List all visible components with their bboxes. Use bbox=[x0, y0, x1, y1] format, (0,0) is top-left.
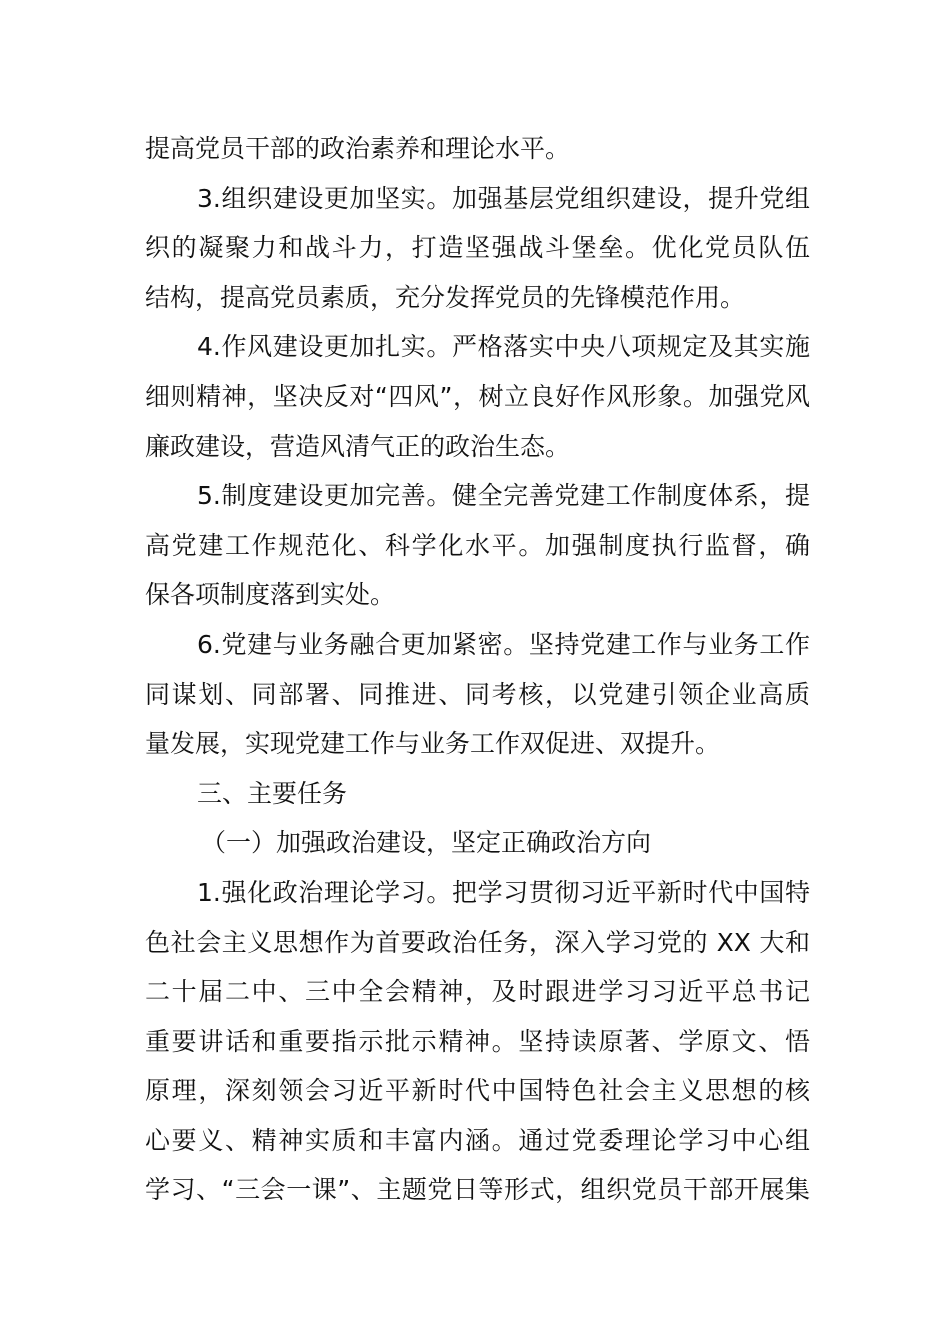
text-line: 二十届二中、三中全会精神，及时跟进学习习近平总书记 bbox=[145, 977, 810, 1007]
text-line: 量发展，实现党建工作与业务工作双促进、双提升。 bbox=[145, 729, 721, 759]
document-body bbox=[145, 124, 810, 1215]
text-line: 织的凝聚力和战斗力，打造坚强战斗堡垒。优化党员队伍 bbox=[145, 233, 810, 263]
text-line: 高党建工作规范化、科学化水平。加强制度执行监督，确 bbox=[145, 530, 810, 560]
text-line: 重要讲话和重要指示批示精神。坚持读原著、学原文、悟 bbox=[145, 1026, 810, 1056]
text-line: 细则精神，坚决反对“四风”，树立良好作风形象。加强党风 bbox=[145, 381, 810, 411]
text-line: 心要义、精神实质和丰富内涵。通过党委理论学习中心组 bbox=[145, 1125, 810, 1155]
paragraph-heading-3: 3.组织建设更加坚实。加强基层党组织建设，提升党组 bbox=[197, 183, 810, 213]
text-line: 保各项制度落到实处。 bbox=[145, 580, 396, 610]
text-line: 结构，提高党员素质，充分发挥党员的先锋模范作用。 bbox=[145, 282, 746, 312]
section-heading: 三、主要任务 bbox=[197, 778, 348, 808]
text-line: 廉政建设，营造风清气正的政治生态。 bbox=[145, 431, 571, 461]
text-line: 学习、“三会一课”、主题党日等形式，组织党员干部开展集 bbox=[145, 1175, 810, 1205]
paragraph-heading-6: 6.党建与业务融合更加紧密。坚持党建工作与业务工作 bbox=[197, 629, 810, 659]
text-line: 提高党员干部的政治素养和理论水平。 bbox=[145, 134, 571, 163]
text-line: 原理，深刻领会习近平新时代中国特色社会主义思想的核 bbox=[145, 1076, 810, 1106]
paragraph-heading-1: 1.强化政治理论学习。把学习贯彻习近平新时代中国特 bbox=[197, 877, 810, 907]
paragraph-heading-4: 4.作风建设更加扎实。严格落实中央八项规定及其实施 bbox=[197, 332, 810, 362]
paragraph-heading-5: 5.制度建设更加完善。健全完善党建工作制度体系，提 bbox=[197, 481, 810, 511]
subsection-heading: （一）加强政治建设，坚定正确政治方向 bbox=[201, 828, 652, 858]
text-line: 色社会主义思想作为首要政治任务，深入学习党的 XX 大和 bbox=[145, 927, 810, 957]
text-line: 同谋划、同部署、同推进、同考核，以党建引领企业高质 bbox=[145, 679, 810, 709]
